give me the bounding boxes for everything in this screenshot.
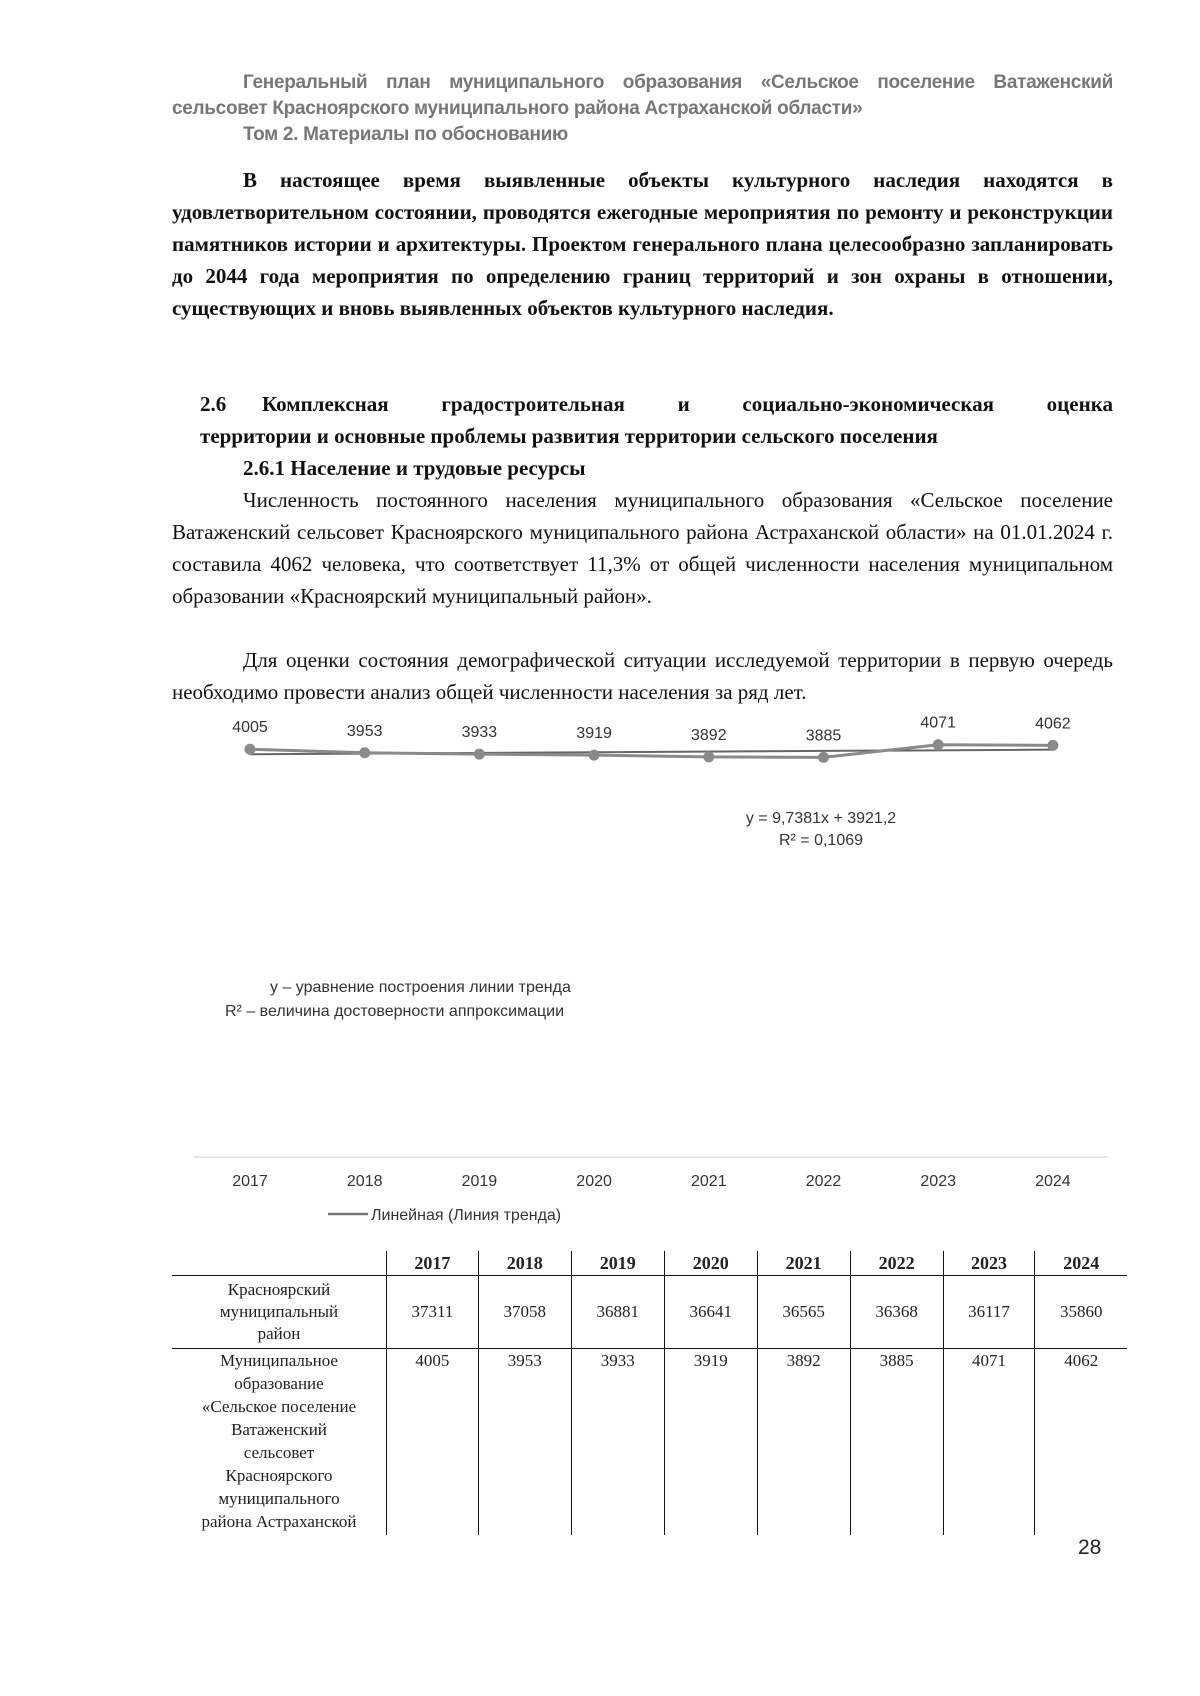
table-cell: 37311 <box>387 1276 479 1349</box>
data-label: 3933 <box>461 724 498 742</box>
data-label: 4062 <box>1035 715 1071 733</box>
table-row <box>172 1349 1127 1536</box>
row-label-line: муниципального <box>218 1489 340 1508</box>
table-cell: 3933 <box>571 1349 664 1536</box>
x-tick-label: 2020 <box>576 1173 612 1190</box>
trend-equation: y = 9,7381x + 3921,2 <box>745 810 897 827</box>
x-tick-label: 2021 <box>691 1173 727 1190</box>
table-cell: 4071 <box>943 1349 1035 1536</box>
table-cell: 3953 <box>478 1349 571 1536</box>
table-cell: 36565 <box>757 1276 850 1349</box>
year-header: 2018 <box>478 1251 571 1276</box>
row-label <box>172 1349 387 1536</box>
table-corner-cell <box>172 1251 387 1276</box>
data-label: 3885 <box>805 727 842 745</box>
header-line-1: Генеральный план муниципального образования «Сельское поселение Ватаженский <box>243 72 1113 93</box>
trendline <box>250 750 1053 755</box>
data-label: 3919 <box>576 725 612 743</box>
row-label-line: район <box>257 1324 301 1343</box>
table-cell: 36117 <box>943 1276 1035 1349</box>
table-cell: 36641 <box>664 1276 757 1349</box>
data-point <box>474 749 485 760</box>
table-cell: 37058 <box>478 1276 571 1349</box>
year-header: 2020 <box>664 1251 757 1276</box>
table-cell: 4062 <box>1035 1349 1127 1536</box>
data-label: 3892 <box>691 726 727 744</box>
data-point <box>589 750 600 761</box>
subsection-heading: 2.6.1 Население и трудовые ресурсы <box>243 456 586 480</box>
header-volume: Том 2. Материалы по обоснованию <box>243 124 568 145</box>
table-cell: 36368 <box>850 1276 943 1349</box>
year-header: 2017 <box>387 1251 479 1276</box>
x-tick-label: 2024 <box>1035 1173 1071 1190</box>
series-line <box>250 745 1053 758</box>
data-label: 3953 <box>346 722 383 740</box>
population-table <box>172 1251 1127 1535</box>
row-label-line: Ватаженский <box>231 1420 327 1439</box>
year-header: 2024 <box>1035 1251 1127 1276</box>
row-label-line: «Сельское поселение <box>201 1397 357 1416</box>
chart-note-y: y – уравнение построения линии тренда <box>270 979 571 996</box>
chart-trendline <box>250 750 1053 755</box>
table-header-row <box>172 1251 1127 1276</box>
table-cell: 3885 <box>850 1349 943 1536</box>
year-header: 2023 <box>943 1251 1035 1276</box>
chart-series <box>245 739 1059 763</box>
data-point <box>703 751 714 762</box>
table-cell: 36881 <box>571 1276 664 1349</box>
row-label-line: образование <box>234 1374 324 1393</box>
x-tick-label: 2018 <box>346 1173 383 1190</box>
row-label-line: муниципальный <box>219 1302 339 1321</box>
row-label-line: сельсовет <box>243 1443 315 1462</box>
row-label-line: Муниципальное <box>220 1351 338 1370</box>
data-point <box>1047 740 1058 751</box>
data-label: 4071 <box>920 714 956 732</box>
chart-data-labels <box>232 715 1071 745</box>
analysis-paragraph: Для оценки состояния демографической ситуации исследуемой территории в первую очередь необходимо провести анализ общей численности населения за ряд лет. <box>172 648 1113 704</box>
row-label-line: Красноярского <box>225 1466 333 1485</box>
table-cell: 3892 <box>757 1349 850 1536</box>
row-label-line: Красноярский <box>227 1280 331 1299</box>
year-header: 2021 <box>757 1251 850 1276</box>
row-label-line: района Астраханской <box>201 1512 357 1531</box>
table-cell: 3919 <box>664 1349 757 1536</box>
legend-trend-label: Линейная (Линия тренда) <box>371 1207 562 1224</box>
data-point <box>359 747 370 758</box>
year-header: 2022 <box>850 1251 943 1276</box>
document-header <box>172 70 1113 148</box>
x-tick-label: 2019 <box>461 1173 498 1190</box>
section-heading <box>200 388 1113 452</box>
row-label <box>172 1276 387 1349</box>
chart-legend <box>328 1207 561 1224</box>
intro-paragraph: В настоящее время выявленные объекты культурного наследия находятся в удовлетворительном состоянии, проводятся ежегодные мероприятия по ремонту и реконструкции памятников истории и архитектуры. Проектом генерального плана целесообразно запланировать до 2044 года мероприятия по определению границ территорий и зон охраны в отношении, существующих и вновь выявленных объектов культурного наследия. <box>172 168 1113 320</box>
x-tick-label: 2022 <box>805 1173 842 1190</box>
table-cell: 4005 <box>387 1349 479 1536</box>
x-tick-label: 2017 <box>232 1173 268 1190</box>
year-header: 2019 <box>571 1251 664 1276</box>
chart-note-r2: R² – величина достоверности аппроксимации <box>225 1003 565 1020</box>
trend-r-squared: R² = 0,1069 <box>778 832 864 849</box>
page-number: 28 <box>1078 1536 1102 1559</box>
table-cell: 35860 <box>1035 1276 1127 1349</box>
data-point <box>933 739 944 750</box>
x-tick-label: 2023 <box>920 1173 956 1190</box>
header-line-2: сельсовет Красноярского муниципального района Астраханской области» <box>172 98 863 119</box>
table-row <box>172 1276 1127 1349</box>
population-paragraph: Численность постоянного населения муниципального образования «Сельское поселение Ватаженский сельсовет Красноярского муниципального района Астраханской области» на 01.01.2024 г. составила 4062 человека, что соответствует 11,3% от общей численности населения муниципальном образовании «Красноярский муниципальный район». <box>172 488 1113 608</box>
data-label: 4005 <box>232 719 268 737</box>
section-number: 2.6 <box>200 392 227 416</box>
data-point <box>245 744 256 755</box>
data-point <box>818 752 829 763</box>
chart-x-axis <box>193 1157 1108 1190</box>
section-title-line-2: территории и основные проблемы развития территории сельского поселения <box>200 424 938 448</box>
section-title-line-1: Комплексная градостроительная и социально-экономическая оценка <box>262 392 1113 416</box>
